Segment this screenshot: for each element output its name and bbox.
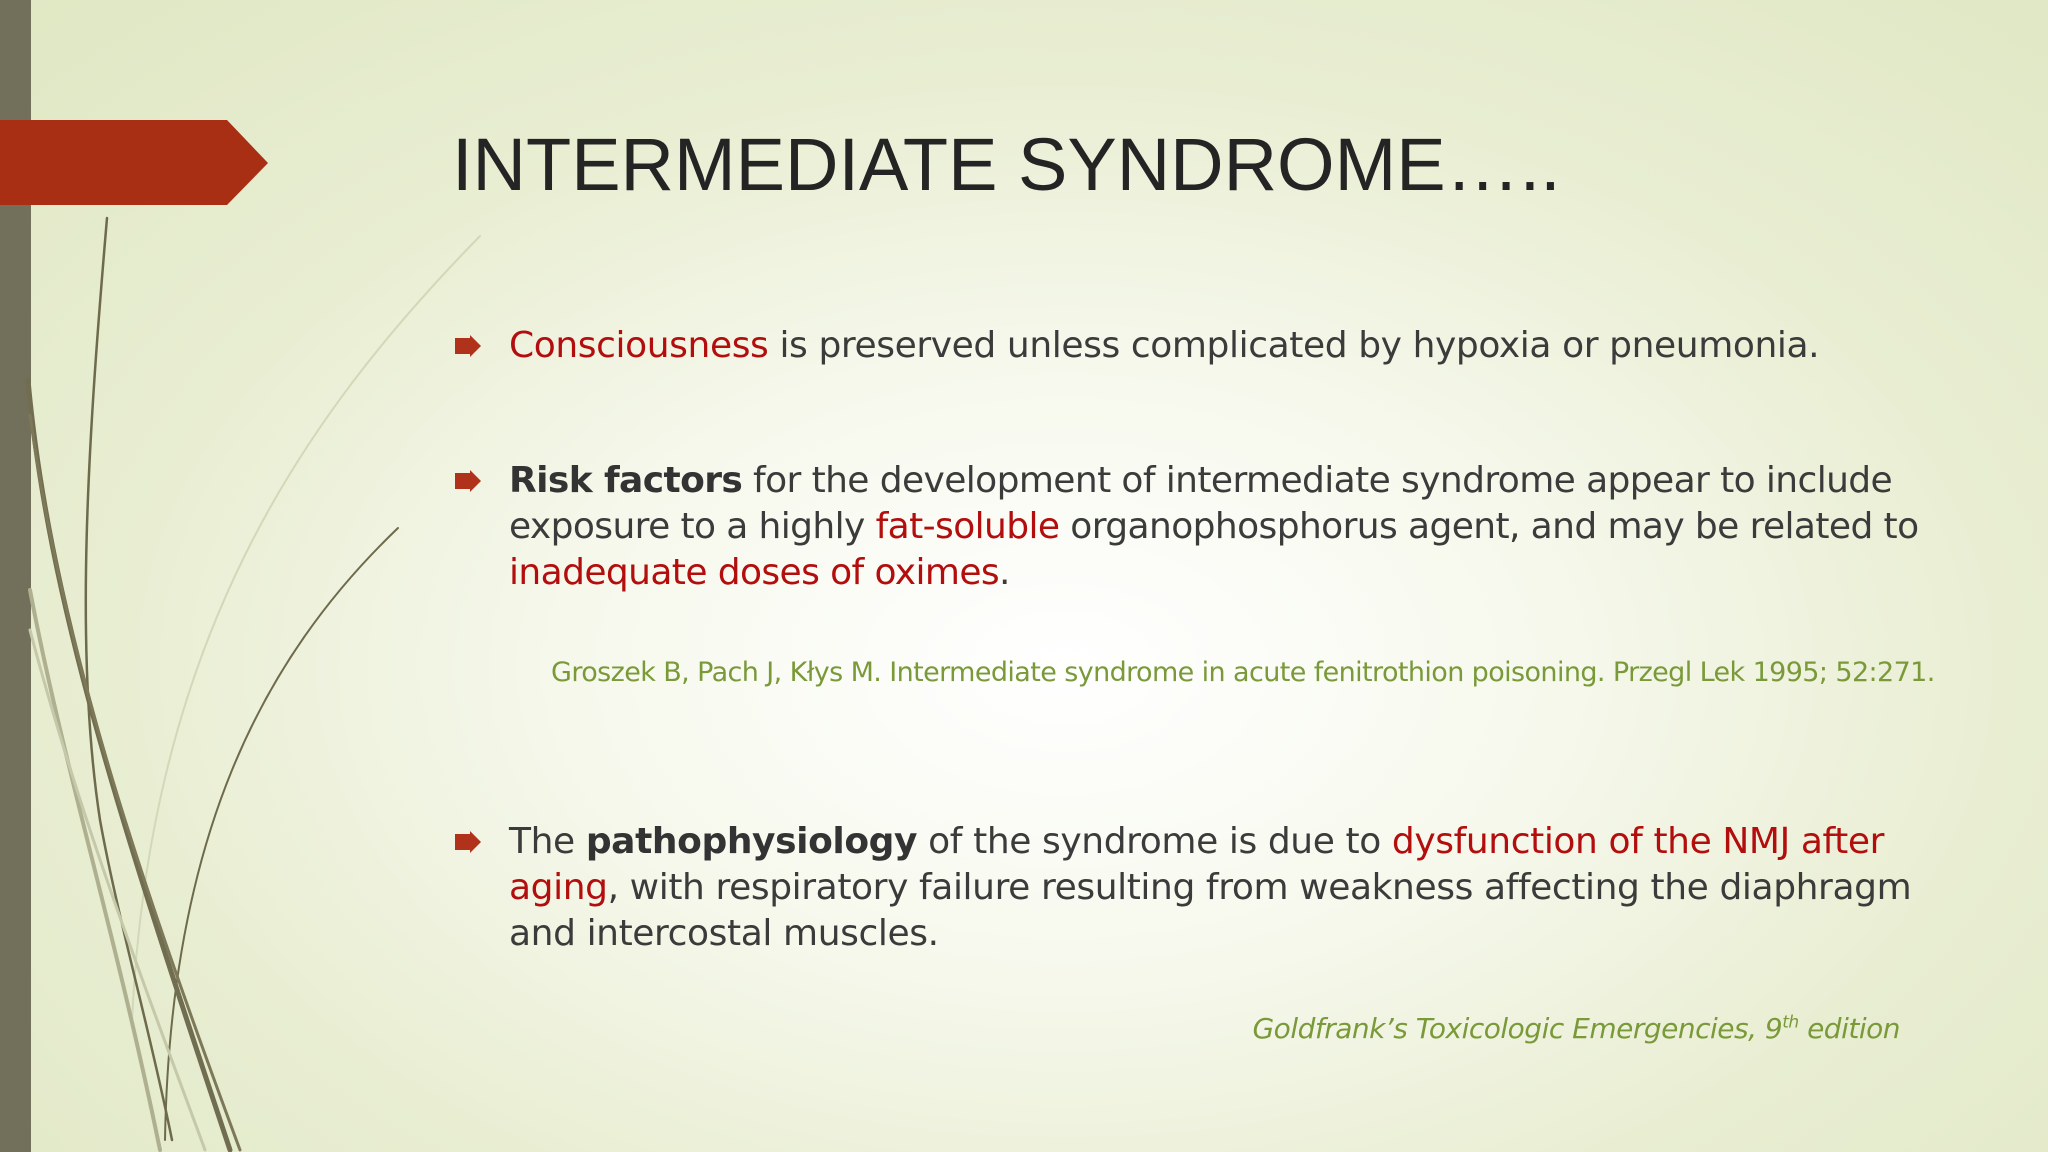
- arrow-bullet-icon: [455, 335, 481, 357]
- bullet-consciousness: [452, 323, 1962, 369]
- text-segment: , with respiratory failure resulting from weakness affecting the diaphragm and intercostal muscles.: [509, 867, 1912, 954]
- bold-pathophysiology: pathophysiology: [585, 821, 918, 862]
- title-arrow-tab: [0, 120, 268, 205]
- highlight-fat-soluble: fat-soluble: [875, 506, 1060, 547]
- text-segment: for the development of intermediate syndrome appear to include exposure to a highly: [509, 460, 1893, 547]
- highlight-inadequate-oximes: inadequate doses of oximes: [509, 552, 1000, 593]
- bullet-text: [509, 460, 1919, 593]
- highlight-consciousness: Consciousness: [509, 325, 769, 366]
- slide-title: INTERMEDIATE SYNDROME…..: [452, 123, 1561, 206]
- text-segment: .: [999, 552, 1010, 593]
- text-segment: organophosphorus agent, and may be related to: [1059, 506, 1919, 547]
- bullet-text: [509, 325, 1819, 366]
- decorative-grass-lines: [0, 0, 500, 1152]
- bullet-pathophysiology: [452, 819, 1962, 957]
- bullet-risk-factors: [452, 458, 1962, 596]
- text-segment: The: [509, 821, 586, 862]
- citation-goldfrank-sup: th: [1782, 1012, 1799, 1033]
- highlight-nmj-dysfunction: dysfunction of the NMJ after aging: [509, 821, 1885, 908]
- text-segment: is preserved unless complicated by hypoxia or pneumonia.: [768, 325, 1820, 366]
- citation-goldfrank: [1252, 1012, 1900, 1045]
- citation-groszek: Groszek B, Pach J, Kłys M. Intermediate syndrome in acute fenitrothion poisoning. Przegl Lek 1995; 52:271.: [551, 657, 1935, 688]
- citation-goldfrank-suffix: edition: [1798, 1012, 1900, 1045]
- bold-risk-factors: Risk factors: [509, 460, 743, 501]
- text-segment: of the syndrome is due to: [917, 821, 1392, 862]
- bullet-text: [509, 821, 1911, 954]
- arrow-bullet-icon: [455, 831, 481, 853]
- citation-goldfrank-prefix: Goldfrank’s Toxicologic Emergencies, 9: [1252, 1012, 1783, 1045]
- arrow-bullet-icon: [455, 470, 481, 492]
